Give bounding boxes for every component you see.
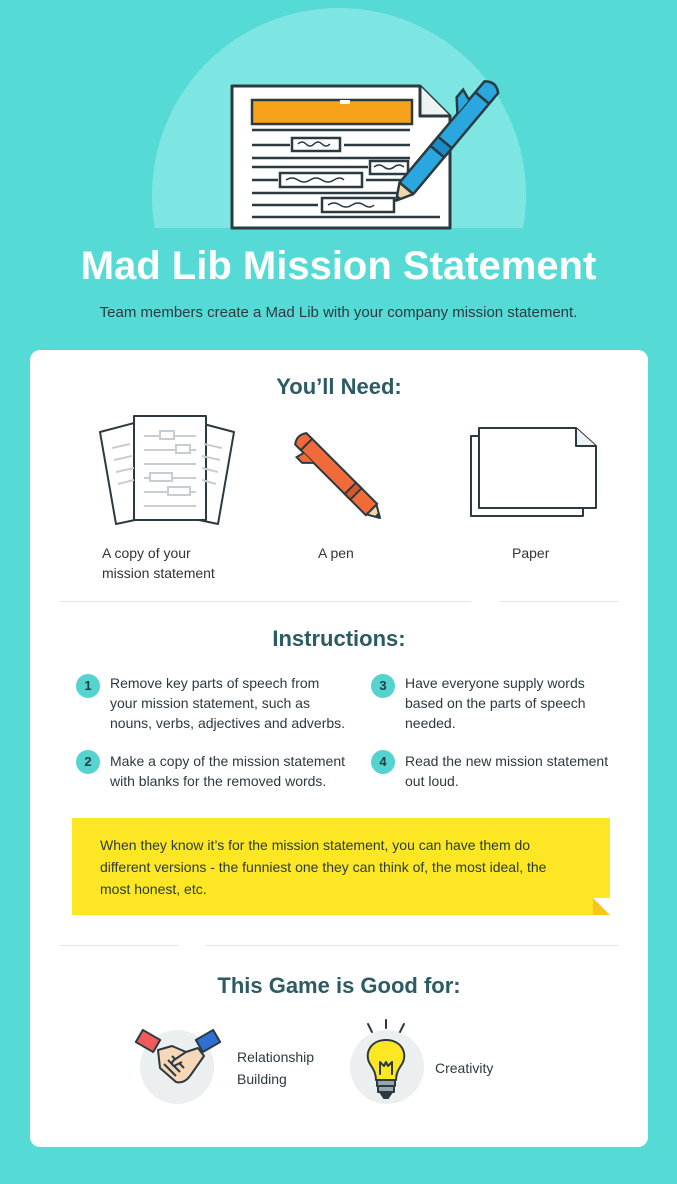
divider: [500, 601, 618, 602]
need-label-mission-copy: A copy of your mission statement: [102, 545, 215, 581]
divider: [60, 945, 178, 946]
divider: [60, 601, 471, 602]
pen-icon: [288, 426, 388, 526]
document-stack-icon: [96, 412, 238, 528]
content-card: [30, 350, 648, 1147]
step-text-1: Remove key parts of speech from your mission statement, such as nouns, verbs, adjectives and adverbs.: [110, 675, 346, 731]
paper-icon: [468, 426, 600, 522]
step-badge-1: 1: [76, 674, 100, 698]
page-title: Mad Lib Mission Statement: [80, 244, 597, 288]
good-for-heading: This Game is Good for:: [217, 973, 461, 998]
step-text-4: Read the new mission statement out loud.: [405, 753, 609, 789]
step-badge-4: 4: [371, 750, 395, 774]
document-with-pen-icon: [0, 0, 677, 240]
need-label-paper: Paper: [512, 545, 550, 561]
need-label-pen: A pen: [318, 545, 354, 561]
lightbulb-icon: [352, 1018, 422, 1104]
good-for-label-relationship: Relationship Building: [237, 1049, 315, 1087]
handshake-icon: [134, 1026, 224, 1096]
sticky-note-text: When they know it’s for the mission statement, you can have them do different versions - the funniest one they can think of, the most ideal, the most honest, etc.: [100, 837, 547, 897]
step-badge-2: 2: [76, 750, 100, 774]
instructions-heading: Instructions:: [272, 626, 406, 651]
page-subtitle: Team members create a Mad Lib with your company mission statement.: [99, 304, 578, 321]
step-badge-3: 3: [371, 674, 395, 698]
divider: [206, 945, 618, 946]
step-text-2: Make a copy of the mission statement with blanks for the removed words.: [110, 753, 345, 789]
sticky-note-fold: [593, 898, 610, 915]
needs-heading: You’ll Need:: [276, 374, 402, 399]
good-for-label-creativity: Creativity: [435, 1060, 494, 1076]
step-text-3: Have everyone supply words based on the parts of speech needed.: [405, 675, 586, 731]
